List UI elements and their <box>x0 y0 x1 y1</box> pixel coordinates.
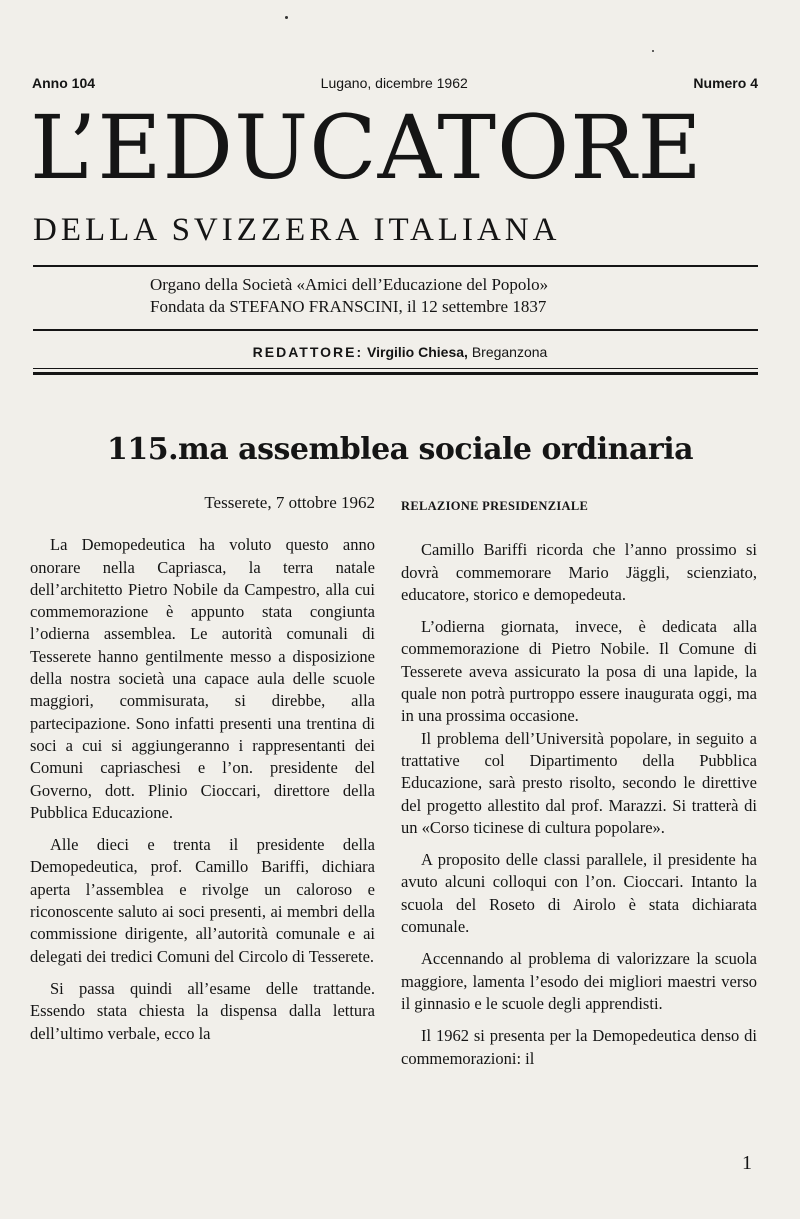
divider <box>33 265 758 267</box>
organ-statement <box>150 274 770 318</box>
print-speck <box>652 50 654 52</box>
section-heading: RELAZIONE PRESIDENZIALE <box>401 499 589 513</box>
article-headline: 115.ma assemblea sociale ordinaria <box>106 432 694 467</box>
place-date: Lugano, dicembre 1962 <box>320 75 468 91</box>
paragraph: Il 1962 si presenta per la Demopedeutica denso di commemorazioni: il <box>401 1026 757 1068</box>
volume-number: Anno 104 <box>32 75 96 91</box>
paragraph: Il problema dell’Università popolare, in seguito a trattative col Dipartimento della Pubblica Educazione, sarà presto risolto, secondo le direttive del progetto allestito dal prof. Marazzi. Si tratterà di un «Corso ticinese di cultura popolare». <box>401 728 757 837</box>
article-left-column <box>30 492 375 1055</box>
organ-line: Organo della Società «Amici dell’Educazione del Popolo» <box>150 275 549 294</box>
dateline: Tesserete, 7 ottobre 1962 <box>204 493 375 512</box>
divider <box>33 329 758 331</box>
paragraph: Si passa quindi all’esame delle trattande. Essendo stata chiesta la dispensa dalla lettura dell’ultimo verbale, ecco la <box>30 978 375 1043</box>
paragraph: Accennando al problema di valorizzare la scuola maggiore, lamenta l’esodo dei migliori maestri verso il ginnasio e le scuole degli apprendisti. <box>401 949 757 1013</box>
editor-name: Virgilio Chiesa, <box>367 344 468 360</box>
print-speck <box>285 16 288 19</box>
paragraph: Camillo Bariffi ricorda che l’anno prossimo si dovrà commemorare Mario Jäggli, scienziato, educatore, storico e demopedeuta. <box>401 540 757 604</box>
paragraph: L’odierna giornata, invece, è dedicata alla commemorazione di Pietro Nobile. Il Comune di Tesserete aveva assicurato la posa di una lapide, la quale non potrà purtroppo essere inaugurata oggi, ma in una prossima occasione. <box>401 617 757 726</box>
divider-thick <box>33 372 758 375</box>
page-number: 1 <box>742 1152 752 1174</box>
issue-number: Numero 4 <box>693 75 758 91</box>
article-right-column <box>401 492 757 1080</box>
paragraph: A proposito delle classi parallele, il presidente ha avuto alcuni colloqui con l’on. Cioccari. Intanto la scuola del Roseto di Airolo è stata dichiarata comunale. <box>401 850 757 937</box>
paragraph: Alle dieci e trenta il presidente della Demopedeutica, prof. Camillo Bariffi, dichiara aperta l’assemblea e rivolge un caloroso e riconoscente saluto ai soci presenti, ai membri della commissione dirigente, all’autorità comunale e ai delegati dei tredici Comuni del Circolo di Tesserete. <box>30 835 375 966</box>
masthead-title: L’EDUCATORE <box>30 96 703 199</box>
editor-line <box>0 344 800 360</box>
masthead-subtitle: DELLA SVIZZERA ITALIANA <box>33 212 561 248</box>
divider <box>33 368 758 369</box>
paragraph: La Demopedeutica ha voluto questo anno onorare nella Capriasca, la terra natale dell’architetto Pietro Nobile da Campestro, alla cui commemorazione è appunto stata congiunta l’odierna assemblea. Le autorità comunali di Tesserete hanno gentilmente messo a disposizione della nostra società una capace aula delle scuole maggiori, commisurata, si direbbe, alla partecipazione. Sono infatti presenti una trentina di soci a cui si aggiungeranno i rappresentanti dei Comuni capriaschesi e l’on. presidente del Governo, dott. Plinio Cioccari, direttore della Pubblica Educazione. <box>30 535 375 822</box>
editor-label: REDATTORE: <box>252 344 364 360</box>
founding-line: Fondata da STEFANO FRANSCINI, il 12 settembre 1837 <box>150 297 547 316</box>
editor-place: Breganzona <box>471 344 548 360</box>
issue-info-line <box>32 75 758 91</box>
